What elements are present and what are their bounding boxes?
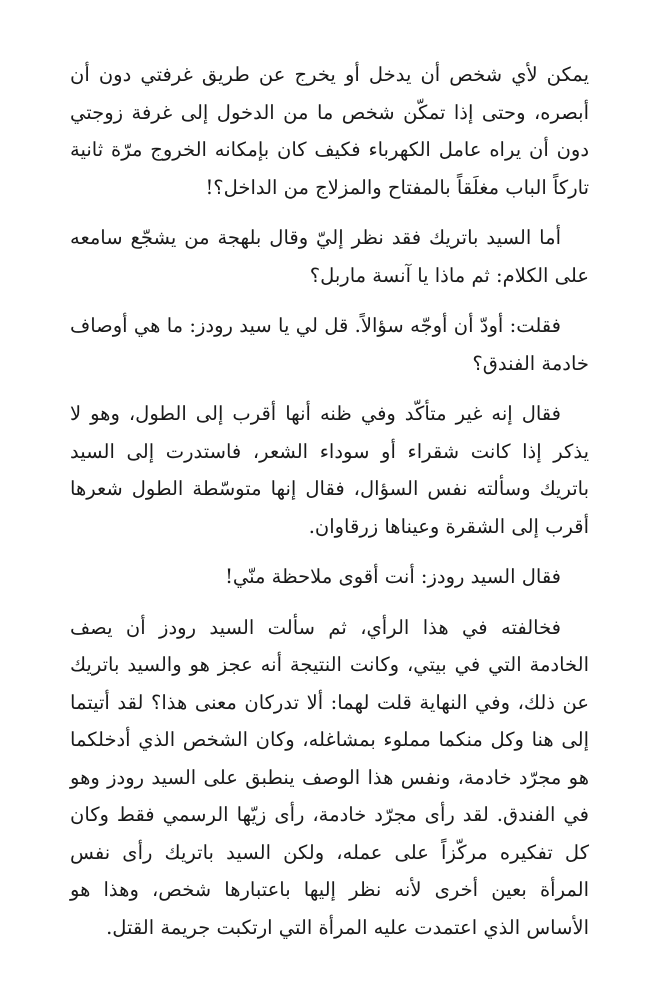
paragraph-1: يمكن لأي شخص أن يدخل أو يخرج عن طريق غرفتي دون أن أبصره، وحتى إذا تمكّن شخص ما من الدخول إلى غرفة زوجتي دون أن يراه عامل الكهرباء فكيف كان بإمكانه الخروج مرّة ثانية تاركاً الباب مغلَقاً بالمفتاح والمزلاج من الداخل؟! [70, 63, 589, 199]
paragraph-2: أما السيد باتريك فقد نظر إليّ وقال بلهجة من يشجّع سامعه على الكلام: ثم ماذا يا آنسة ماربل؟ [70, 226, 589, 287]
paragraph-6: فخالفته في هذا الرأي، ثم سألت السيد رودز أن يصف الخادمة التي في بيتي، وكانت النتيجة أنه عجز هو والسيد باتريك عن ذلك، وفي النهاية قلت لهما: ألا تدركان معنى هذا؟ لقد أتيتما إلى هنا وكل منكما مملوء بمشاغله، وكان الشخص الذي أدخلكما هو مجرّد خادمة، ونفس هذا الوصف ينطبق على السيد رودز وهو في الفندق. لقد رأى مجرّد خادمة، رأى زيّها الرسمي فقط وكان كل تفكيره مركّزاً على عمله، ولكن السيد باتريك رأى نفس المرأة بعين أخرى لأنه نظر إليها باعتبارها شخص، وهذا هو الأساس الذي اعتمدت عليه المرأة التي ارتكبت جريمة القتل. [70, 615, 589, 939]
paragraph-5: فقال السيد رودز: أنت أقوى ملاحظة منّي! [225, 565, 561, 588]
paragraph-3: فقلت: أودّ أن أوجّه سؤالاً. قل لي يا سيد رودز: ما هي أوصاف خادمة الفندق؟ [70, 314, 589, 375]
paragraph-4: فقال إنه غير متأكّد وفي ظنه أنها أقرب إلى الطول، وهو لا يذكر إذا كانت شقراء أو سوداء الشعر، فاستدرت إلى السيد باتريك وسألته نفس السؤال، فقال إنها متوسّطة الطول شعرها أقرب إلى الشقرة وعيناها زرقاوان. [70, 402, 589, 538]
